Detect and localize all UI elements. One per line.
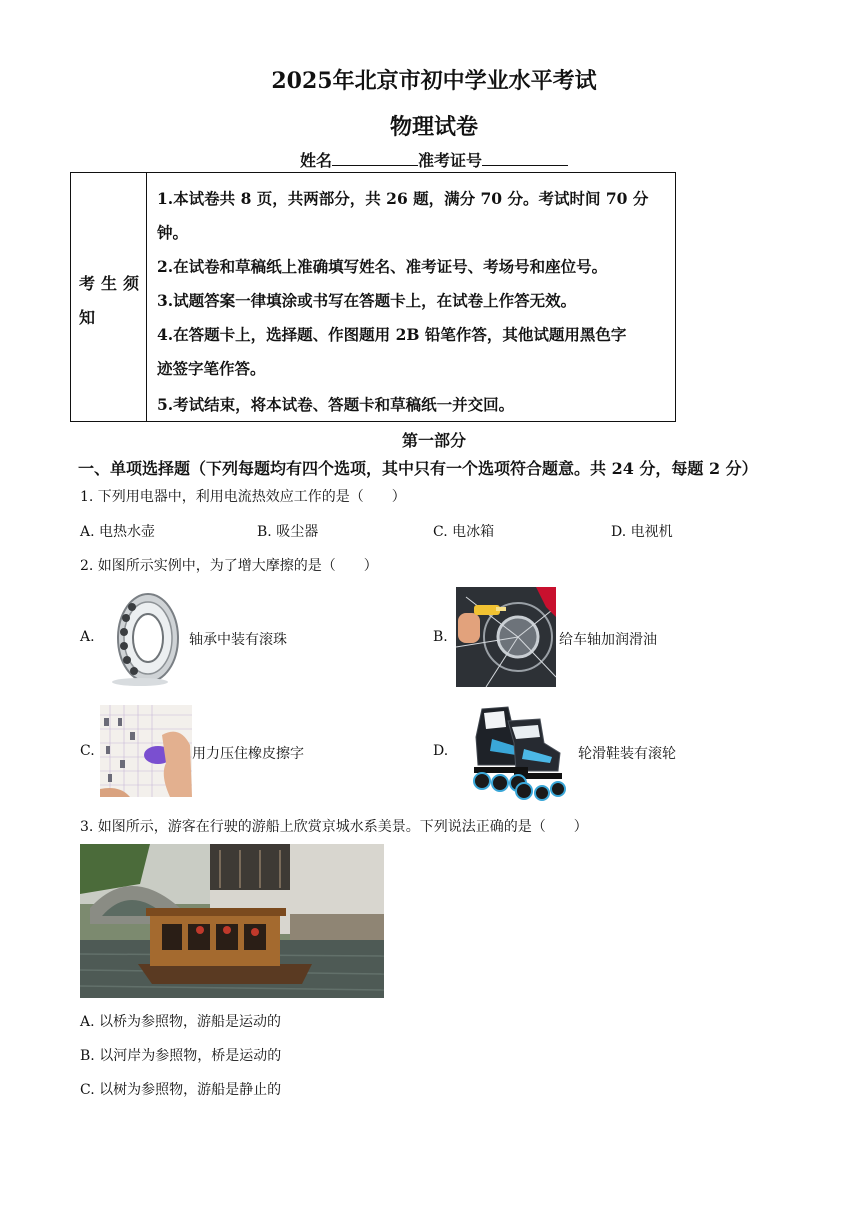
eraser-writing-image xyxy=(100,705,192,797)
q2-option-a-letter[interactable]: A. xyxy=(80,629,95,645)
q2-option-d-text: 轮滑鞋装有滚轮 xyxy=(578,746,676,762)
candidate-notice-box xyxy=(70,172,676,422)
question-2-stem: 2. 如图所示实例中，为了增大摩擦的是（ ） xyxy=(80,558,378,574)
q2-option-b-text: 给车轴加润滑油 xyxy=(559,632,657,648)
notice-item: 2.在试卷和草稿纸上准确填写姓名、准考证号、考场号和座位号。 xyxy=(157,257,608,276)
name-blank[interactable] xyxy=(332,151,418,166)
notice-item: 1.本试卷共 8 页，共两部分，共 26 题，满分 70 分。考试时间 70 分 xyxy=(157,189,649,208)
q2-option-b-letter[interactable]: B. xyxy=(433,629,448,645)
notice-item: 迹签字笔作答。 xyxy=(157,359,266,378)
q1-option-a[interactable]: A. 电热水壶 xyxy=(80,524,156,540)
q3-option-a[interactable]: A. 以桥为参照物，游船是运动的 xyxy=(80,1014,282,1030)
exam-title: 2025年北京市初中学业水平考试 xyxy=(271,68,597,94)
part-one-label: 第一部分 xyxy=(401,431,466,450)
canal-boat-image xyxy=(80,844,384,998)
q2-option-c-text: 用力压住橡皮擦字 xyxy=(192,746,304,762)
notice-heading-cell xyxy=(71,173,147,421)
q1-option-b[interactable]: B. 吸尘器 xyxy=(257,524,319,540)
q3-option-c[interactable]: C. 以树为参照物，游船是静止的 xyxy=(80,1082,282,1098)
q2-option-c-letter[interactable]: C. xyxy=(80,743,95,759)
exam-number-blank[interactable] xyxy=(482,151,568,166)
q1-option-d[interactable]: D. 电视机 xyxy=(611,524,673,540)
notice-item: 4.在答题卡上，选择题、作图题用 2B 铅笔作答，其他试题用黑色字 xyxy=(157,325,627,344)
exam-number-label: 准考证号 xyxy=(418,151,483,170)
name-label: 姓名 xyxy=(299,151,332,170)
exam-subtitle: 物理试卷 xyxy=(389,114,478,140)
notice-item: 5.考试结束，将本试卷、答题卡和草稿纸一并交回。 xyxy=(157,395,515,414)
question-1-stem: 1. 下列用电器中，利用电流热效应工作的是（ ） xyxy=(80,489,406,505)
roller-skates-image xyxy=(456,703,574,801)
section-title: 一、单项选择题（下列每题均有四个选项，其中只有一个选项符合题意。共 24 分，每题 2 分） xyxy=(78,459,758,478)
notice-heading-line1: 考生须 xyxy=(79,274,146,293)
identity-line xyxy=(0,148,868,171)
notice-item: 钟。 xyxy=(157,223,189,242)
question-3-stem: 3. 如图所示，游客在行驶的游船上欣赏京城水系美景。下列说法正确的是（ ） xyxy=(80,819,588,835)
q3-option-b[interactable]: B. 以河岸为参照物，桥是运动的 xyxy=(80,1048,282,1064)
q2-option-a-text: 轴承中装有滚珠 xyxy=(189,632,287,648)
q1-option-c[interactable]: C. 电冰箱 xyxy=(433,524,495,540)
notice-heading-line2: 知 xyxy=(79,308,102,327)
bike-lubrication-image xyxy=(456,587,556,687)
notice-item: 3.试题答案一律填涂或书写在答题卡上，在试卷上作答无效。 xyxy=(157,291,577,310)
q2-option-d-letter[interactable]: D. xyxy=(433,743,449,759)
ball-bearing-image xyxy=(110,588,180,688)
